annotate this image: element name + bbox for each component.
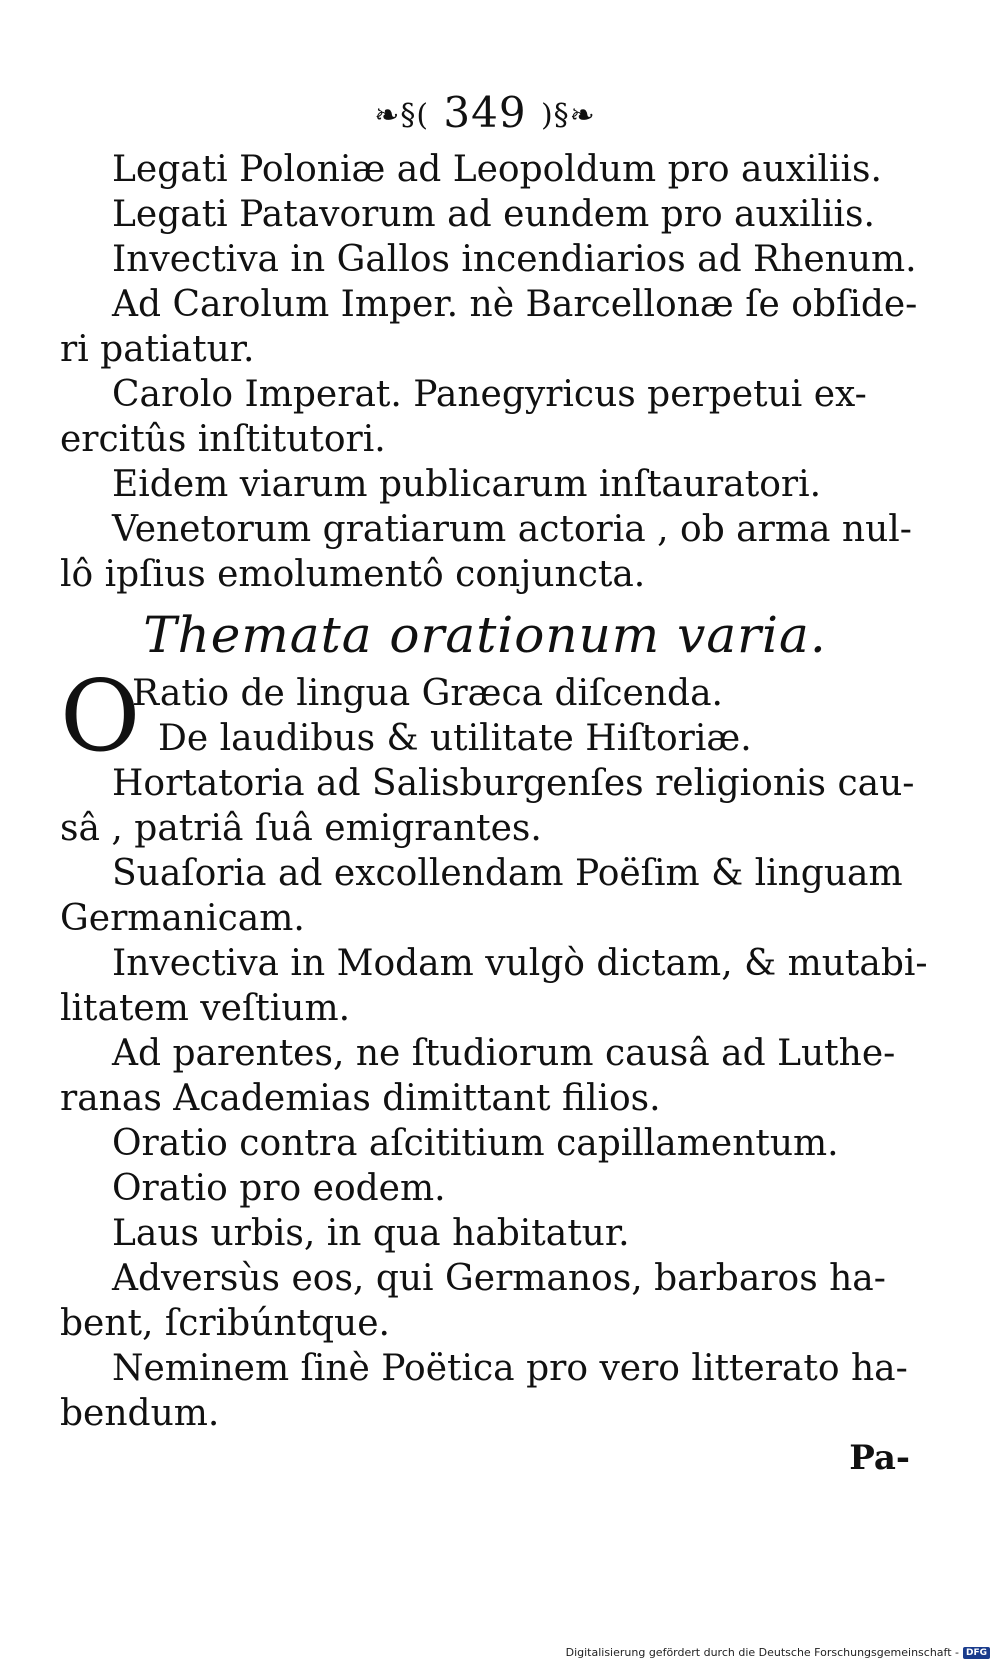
text-line: Adversùs eos, qui Germanos, barbaros ha- — [112, 1258, 886, 1299]
dfg-logo-icon: DFG — [963, 1647, 990, 1659]
text-line: Suaſoria ad excollendam Poëſim & linguam — [112, 853, 903, 894]
entries-bottom — [60, 761, 928, 1436]
text-line: Invectiva in Gallos incendiarios ad Rhenum. — [112, 239, 917, 280]
text-line: Eidem viarum publicarum inſtauratori. — [112, 464, 822, 505]
text-line: De laudibus & utilitate Hiſtoriæ. — [158, 718, 752, 759]
entries-top — [60, 147, 918, 597]
catchword: Pa- — [849, 1438, 910, 1478]
text-line: Laus urbis, in qua habitatur. — [112, 1213, 630, 1254]
text-line: Ratio de lingua Græca diſcenda. — [132, 673, 723, 714]
catchword-row — [60, 1436, 910, 1486]
text-line: Neminem ſinè Poëtica pro vero litterato ha- — [112, 1348, 908, 1389]
section-heading: Themata orationum varia. — [143, 606, 827, 664]
text-line: litatem veſtium. — [60, 988, 351, 1029]
text-line: Oratio pro eodem. — [112, 1168, 446, 1209]
text-line: Hortatoria ad Salisburgenſes religionis cau- — [112, 763, 915, 804]
text-line: Ad parentes, ne ſtudiorum causâ ad Luthe- — [112, 1033, 896, 1074]
text-line: ri patiatur. — [60, 329, 255, 370]
footer-text: Digitalisierung gefördert durch die Deutsche Forschungsgemeinschaft - — [565, 1646, 959, 1659]
text-line: Germanicam. — [60, 898, 305, 939]
page-number: 349 — [443, 88, 527, 137]
text-line: Venetorum gratiarum actoria , ob arma nul- — [112, 509, 912, 550]
text-line: Legati Poloniæ ad Leopoldum pro auxiliis. — [112, 149, 882, 190]
text-line: ranas Academias dimittant filios. — [60, 1078, 661, 1119]
text-line: bent, ſcribúntque. — [60, 1303, 390, 1344]
text-line: Legati Patavorum ad eundem pro auxiliis. — [112, 194, 875, 235]
left-ornament: ❧§( — [374, 98, 430, 133]
text-line: Invectiva in Modam vulgò dictam, & mutabi- — [112, 943, 928, 984]
right-ornament: )§❧ — [540, 98, 596, 133]
text-line: ercitûs inſtitutori. — [60, 419, 386, 460]
drop-cap-letter: O — [60, 660, 141, 774]
page-header — [60, 88, 910, 141]
book-page — [60, 88, 928, 1486]
text-line: bendum. — [60, 1393, 220, 1434]
digitization-footer — [566, 1646, 990, 1659]
text-line: lô ipſius emolumentô conjuncta. — [60, 554, 646, 595]
text-line: sâ , patriâ ſuâ emigrantes. — [60, 808, 542, 849]
text-line: Ad Carolum Imper. nè Barcellonæ ſe obſide- — [112, 284, 918, 325]
dropcap-paragraph — [60, 660, 910, 774]
text-line: Oratio contra aſcititium capillamentum. — [112, 1123, 839, 1164]
text-line: Carolo Imperat. Panegyricus perpetui ex- — [112, 374, 867, 415]
